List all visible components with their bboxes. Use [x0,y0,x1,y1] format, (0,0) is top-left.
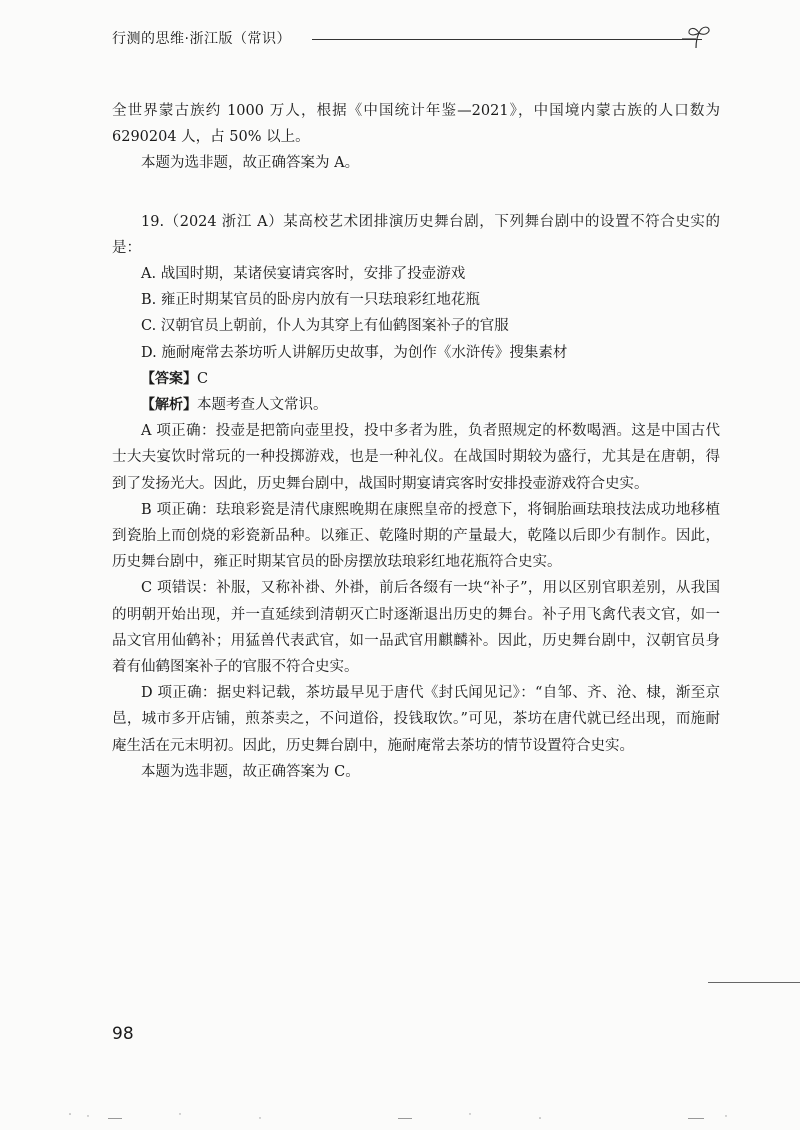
option-d: D. 施耐庵常去茶坊听人讲解历史故事，为创作《水浒传》搜集素材 [141,344,568,361]
analysis-label: 【解析】 [141,397,197,414]
intro-conclusion: 本题为选非题，故正确答案为 A。 [141,155,360,172]
analysis-line [112,392,720,418]
explanation-d: D 项正确：据史料记载，茶坊最早见于唐代《封氏闻见记》：“自邹、齐、沧、棣，渐至京邑，城市多开店铺，煎茶卖之，不问道俗，投钱取饮。”可见，茶坊在唐代就已经出现，而施耐庵生活在元末明初。因此，历史舞台剧中，施耐庵常去茶坊的情节设置符合史实。 [112,685,720,754]
option-a: A. 战国时期，某诸侯宴请宾客时，安排了投壶游戏 [141,266,466,283]
explanation-a: A 项正确：投壶是把箭向壶里投，投中多者为胜，负者照规定的杯数喝酒。这是中国古代士大夫宴饮时常玩的一种投掷游戏，也是一种礼仪。在战国时期较为盛行，尤其是在唐朝，得到了发扬光大。因此，历史舞台剧中，战国时期宴请宾客时安排投壶游戏符合史实。 [112,423,720,492]
answer-line [112,366,720,392]
page-number: 98 [112,1024,134,1044]
option-b: B. 雍正时期某官员的卧房内放有一只珐琅彩红地花瓶 [141,292,480,309]
running-header [112,22,712,52]
header-rule [312,39,702,40]
page-body [112,98,720,785]
header-title: 行测的思维·浙江版（常识） [112,31,291,47]
answer-label: 【答案】 [141,370,197,387]
intro-paragraph: 全世界蒙古族约 1000 万人，根据《中国统计年鉴—2021》，中国境内蒙古族的人口数为 6290204 人，占 50% 以上。 [112,103,720,146]
explanation-b: B 项正确：珐琅彩瓷是清代康熙晚期在康熙皇帝的授意下，将铜胎画珐琅技法成功地移植到瓷胎上而创烧的彩瓷新品种。以雍正、乾隆时期的产量最大，乾隆以后即少有制作。因此，历史舞台剧中，雍正时期某官员的卧房摆放珐琅彩红地花瓶符合史实。 [112,501,720,571]
option-c: C. 汉朝官员上朝前，仆人为其穿上有仙鹤图案补子的官服 [141,318,509,335]
explanation-c: C 项错误：补服，又称补褂、外褂，前后各缀有一块“补子”，用以区别官职差别，从我国的明朝开始出现，并一直延续到清朝灭亡时逐渐退出历史的舞台。补子用飞禽代表文官，如一品文官用仙鹤补；用猛兽代表武官，如一品武官用麒麟补。因此，历史舞台剧中，汉朝官员身着有仙鹤图案补子的官服不符合史实。 [112,580,720,676]
analysis-text: 本题考查人文常识。 [197,397,328,414]
question-conclusion: 本题为选非题，故正确答案为 C。 [141,763,360,780]
margin-rule [708,982,800,983]
answer-value: C [197,370,209,387]
question-stem: 19.（2024 浙江 A）某高校艺术团排演历史舞台剧，下列舞台剧中的设置不符合史实的是： [112,213,720,256]
scan-noise [0,1100,800,1130]
sprout-icon [682,22,712,52]
